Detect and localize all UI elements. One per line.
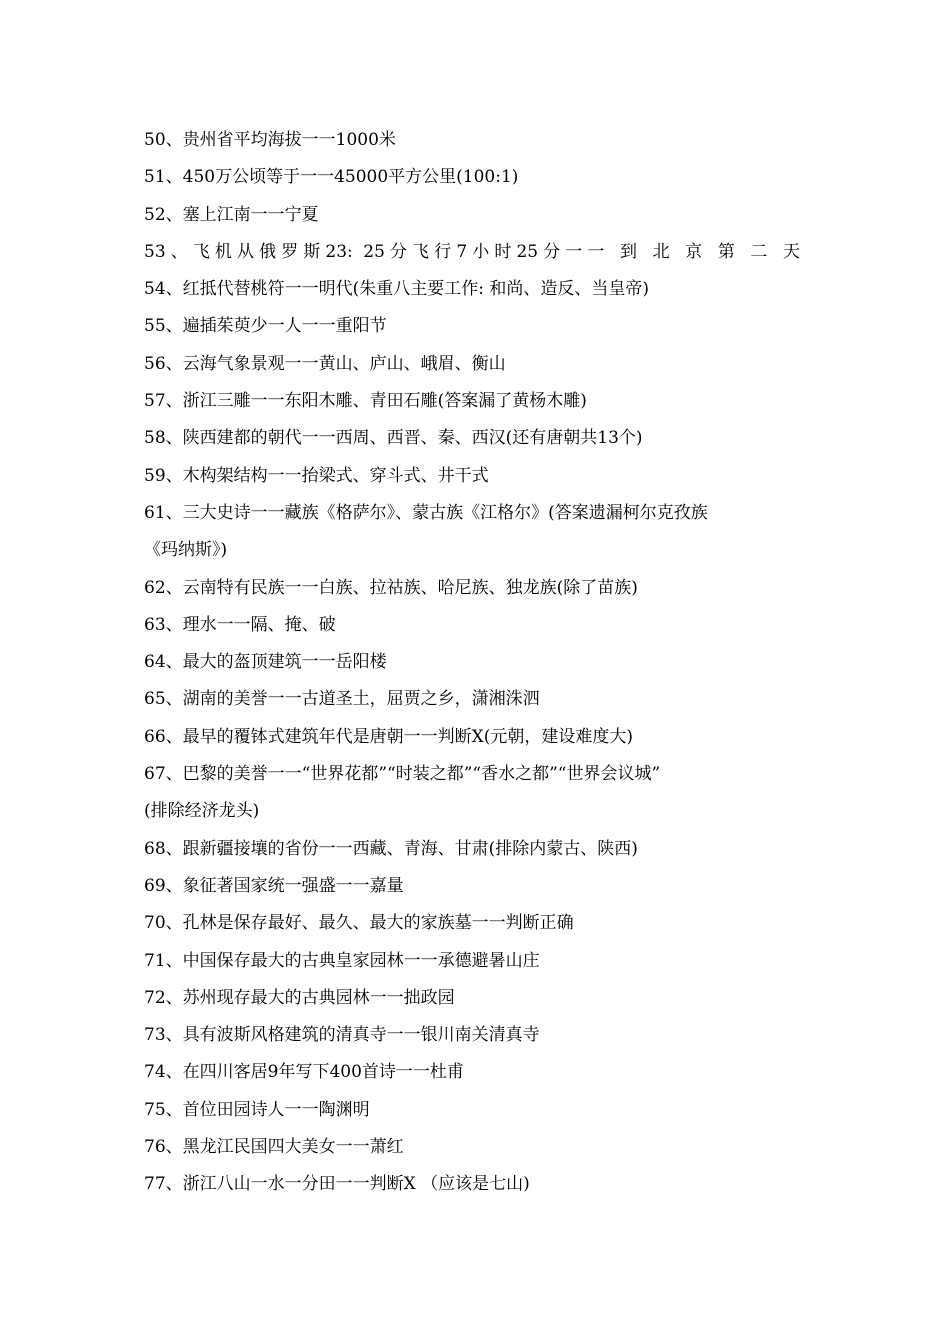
list-item: 55、遍插茱萸少一人一一重阳节 — [144, 316, 387, 337]
list-item: 61、三大史诗一一藏族《格萨尔》、蒙古族《江格尔》(答案遗漏柯尔克孜族 — [144, 502, 708, 523]
list-item: 77、浙江八山一水一分田一一判断X （应该是七山) — [144, 1174, 530, 1195]
list-item: 76、黑龙江民国四大美女一一萧红 — [144, 1137, 404, 1158]
list-item: 59、木构架结构一一抬梁式、穿斗式、井干式 — [144, 465, 489, 486]
list-item: 63、理水一一隔、掩、破 — [144, 614, 336, 635]
list-item: 64、最大的盔顶建筑一一岳阳楼 — [144, 652, 387, 673]
list-item: 72、苏州现存最大的古典园林一一拙政园 — [144, 987, 455, 1008]
document-body — [144, 122, 814, 1204]
list-item: 53、飞机从俄罗斯23: 25分飞行7小时25分一一 到 北 京 第 二 天 — [144, 241, 800, 262]
list-item: 74、在四川客居9年写下400首诗一一杜甫 — [144, 1062, 464, 1083]
list-item: 69、象征著国家统一强盛一一嘉量 — [144, 875, 404, 896]
list-item: 71、中国保存最大的古典皇家园林一一承德避暑山庄 — [144, 950, 540, 971]
list-item: 51、450万公顷等于一一45000平方公里(100:1) — [144, 167, 519, 188]
list-item-continuation: 《玛纳斯》) — [144, 540, 228, 561]
list-item: 65、湖南的美誉一一古道圣土，屈贾之乡，潇湘洙泗 — [144, 689, 540, 710]
list-item: 66、最早的覆钵式建筑年代是唐朝一一判断X(元朝，建设难度大) — [144, 726, 633, 747]
list-item: 70、孔林是保存最好、最久、最大的家族墓一一判断正确 — [144, 913, 574, 934]
list-item: 52、塞上江南一一宁夏 — [144, 204, 319, 225]
list-item: 54、红抵代替桃符一一明代(朱重八主要工作: 和尚、造反、当皇帝) — [144, 279, 650, 300]
list-item: 62、云南特有民族一一白族、拉祜族、哈尼族、独龙族(除了苗族) — [144, 577, 638, 598]
list-item: 50、贵州省平均海拔一一1000米 — [144, 130, 396, 150]
list-item: 67、巴黎的美誉一一“世界花都”“时装之都”“香水之都”“世界会议城” — [144, 764, 661, 785]
list-item: 56、云海气象景观一一黄山、庐山、峨眉、衡山 — [144, 353, 506, 374]
list-item: 68、跟新疆接壤的省份一一西藏、青海、甘肃(排除内蒙古、陕西) — [144, 838, 638, 859]
list-item: 57、浙江三雕一一东阳木雕、青田石雕(答案漏了黄杨木雕) — [144, 391, 587, 412]
list-item-continuation: (排除经济龙头) — [144, 801, 260, 822]
list-item: 75、首位田园诗人一一陶渊明 — [144, 1099, 370, 1120]
list-item: 58、陕西建都的朝代一一西周、西晋、秦、西汉(还有唐朝共13个) — [144, 428, 643, 449]
list-item: 73、具有波斯风格建筑的清真寺一一银川南关清真寺 — [144, 1025, 540, 1046]
